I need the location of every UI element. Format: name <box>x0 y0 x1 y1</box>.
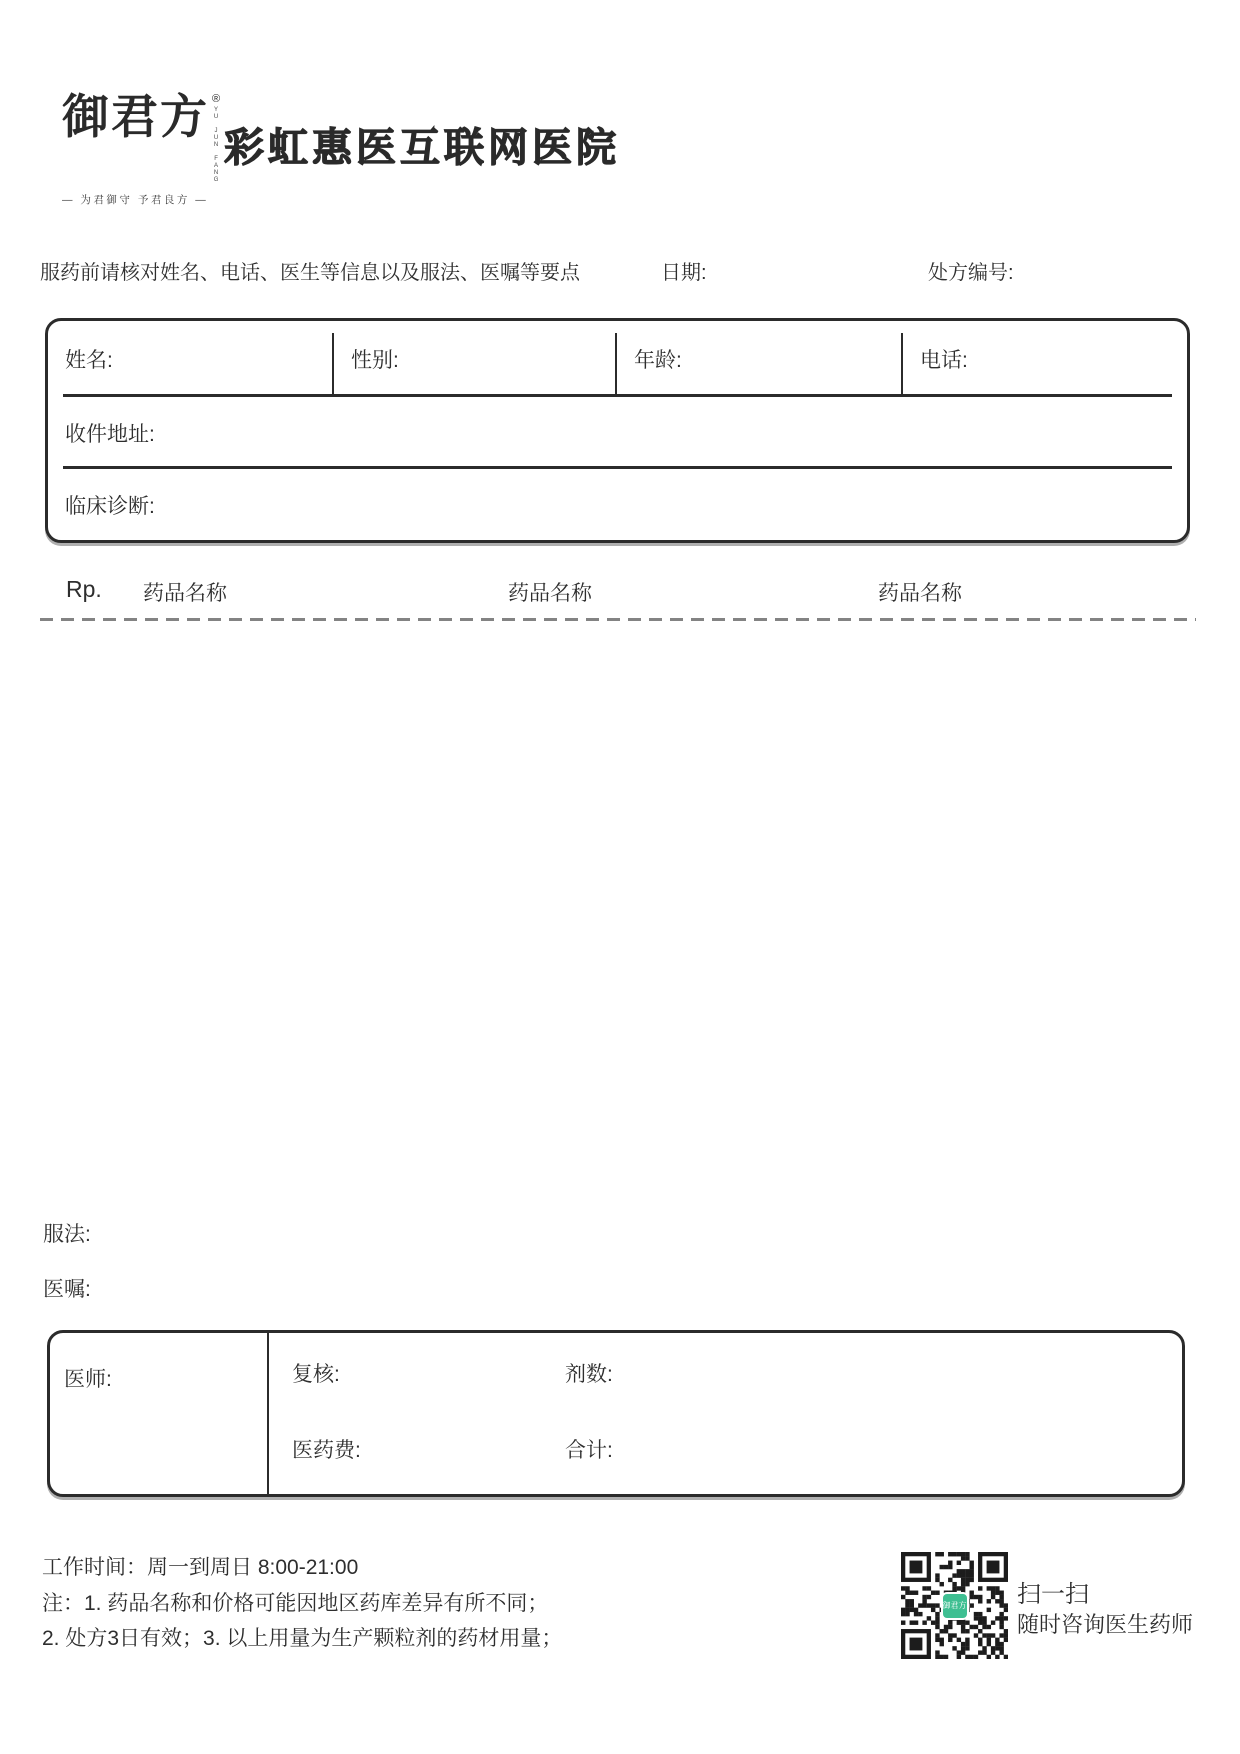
review-label: 复核: <box>292 1363 340 1386</box>
note-line-2: 2. 处方3日有效；3. 以上用量为生产颗粒剂的药材用量； <box>42 1627 563 1650</box>
scan-label: 扫一扫 <box>1017 1581 1089 1608</box>
note-line-1: 注：1. 药品名称和价格可能因地区药库差异有所不同； <box>42 1592 549 1615</box>
scan-description: 随时咨询医生药师 <box>1017 1612 1194 1637</box>
brand-tagline: — 为君御守 予君良方 — <box>62 194 209 206</box>
patient-row-diagnosis <box>48 469 1187 540</box>
drug-name-column-header: 药品名称 <box>878 582 962 605</box>
qr-code <box>901 1552 1008 1659</box>
doctor-label: 医师: <box>64 1368 112 1391</box>
rx-number-label: 处方编号: <box>928 262 1014 284</box>
patient-name-label: 姓名: <box>65 349 113 372</box>
qr-center-logo <box>941 1592 969 1620</box>
date-label: 日期: <box>661 262 707 284</box>
signoff-box <box>47 1330 1185 1497</box>
patient-age-label: 年龄: <box>634 349 682 372</box>
usage-label: 服法: <box>43 1223 91 1246</box>
dashed-separator <box>40 618 1196 621</box>
doctor-advice-label: 医嘱: <box>43 1278 91 1301</box>
brand-logo-text: 御君方 <box>62 90 209 145</box>
patient-info-box <box>45 318 1190 543</box>
patient-gender-label: 性别: <box>351 349 399 372</box>
brand-logo-pinyin: YU JUN FANG <box>213 107 220 184</box>
registered-trademark-icon: ® <box>212 93 221 105</box>
doctor-cell <box>50 1333 269 1494</box>
brand-logo <box>62 92 220 207</box>
column-divider <box>901 333 903 394</box>
column-divider <box>615 333 617 394</box>
hospital-name: 彩虹惠医互联网医院 <box>224 126 620 170</box>
qr-center-text: 御君方 <box>942 1601 967 1610</box>
medicine-fee-label: 医药费: <box>292 1439 361 1462</box>
signoff-row-review <box>269 1333 1182 1413</box>
working-hours-text: 工作时间：周一到周日 8:00-21:00 <box>42 1556 359 1579</box>
total-label: 合计: <box>565 1439 613 1462</box>
drug-name-column-header: 药品名称 <box>143 582 227 605</box>
patient-diagnosis-label: 临床诊断: <box>65 494 155 518</box>
patient-row-address <box>48 397 1187 469</box>
column-divider <box>332 333 334 394</box>
patient-phone-label: 电话: <box>920 349 968 372</box>
patient-address-label: 收件地址: <box>65 423 155 446</box>
dose-count-label: 剂数: <box>565 1363 613 1386</box>
signoff-details <box>269 1333 1182 1494</box>
drug-name-column-header: 药品名称 <box>508 582 592 605</box>
rp-label: Rp. <box>66 576 102 602</box>
verify-notice-text: 服药前请核对姓名、电话、医生等信息以及服法、医嘱等要点 <box>40 262 580 284</box>
patient-row-basic <box>48 321 1187 397</box>
signoff-row-fee <box>269 1413 1182 1485</box>
